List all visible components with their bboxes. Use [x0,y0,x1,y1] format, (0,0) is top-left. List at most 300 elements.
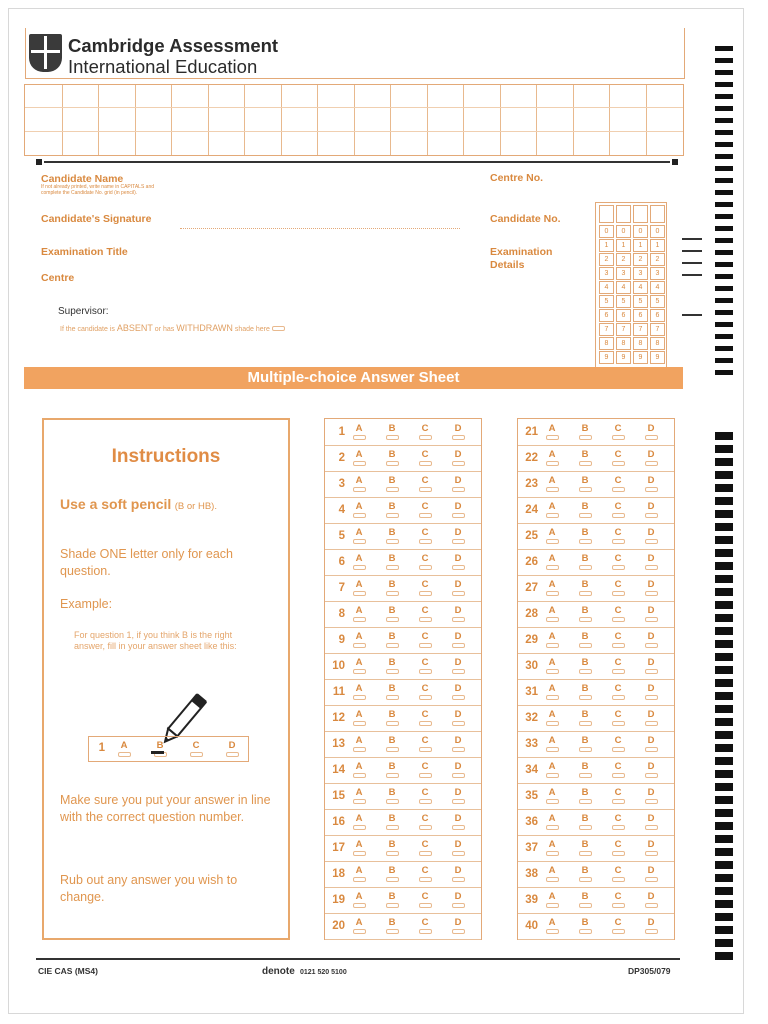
answer-option-d[interactable]: D [451,449,465,466]
question-number: 19 [332,894,345,906]
timing-mark [715,166,733,171]
timing-mark [715,861,733,869]
line-up-instruction: Make sure you put your answer in line with the correct question number. [60,793,271,824]
answer-option-c[interactable]: C [611,449,625,466]
answer-option-d[interactable]: D [644,423,658,440]
answer-option-b[interactable]: B [385,527,399,544]
answer-option-c[interactable]: C [611,527,625,544]
answer-option-d[interactable]: D [644,813,658,830]
candidate-number-digit[interactable]: 3 [616,267,631,280]
table-row [518,601,674,628]
timing-mark [715,298,733,303]
table-row [325,757,481,784]
answer-option-b[interactable]: B [578,865,592,882]
answer-option-a[interactable]: A [352,449,366,466]
answer-option-c[interactable]: C [418,475,432,492]
answer-option-c[interactable]: C [418,449,432,466]
answer-option-b[interactable]: B [578,891,592,908]
answer-option-a[interactable]: A [352,865,366,882]
answer-option-b[interactable]: B [385,449,399,466]
answer-option-a[interactable]: A [352,839,366,856]
answer-option-d[interactable]: D [451,501,465,518]
answer-option-d[interactable]: D [451,475,465,492]
grid-column-line [135,85,136,155]
answer-option-b[interactable]: B [578,423,592,440]
question-number: 9 [338,634,345,646]
answer-option-c[interactable]: C [418,839,432,856]
answer-option-a[interactable]: A [545,657,559,674]
answer-option-b[interactable]: B [578,475,592,492]
table-row [518,523,674,550]
divider-rule [44,161,670,163]
timing-mark [715,190,733,195]
candidate-number-digit[interactable]: 2 [633,253,648,266]
pencil-strong: Use a soft pencil [60,496,172,512]
candidate-number-digit[interactable]: 6 [633,309,648,322]
table-row [518,913,674,940]
table-row [518,627,674,654]
timing-mark [715,46,733,51]
candidate-number-digit[interactable]: 1 [650,239,665,252]
answer-option-c[interactable]: C [611,475,625,492]
candidate-number-digit[interactable]: 9 [599,351,614,364]
answer-option-d[interactable]: D [644,787,658,804]
org-name-line2: International Education [68,56,258,77]
answer-option-d[interactable]: D [451,865,465,882]
answer-option-c[interactable]: C [418,657,432,674]
answer-option-a[interactable]: A [352,683,366,700]
supervisor-note [60,323,286,333]
candidate-number-digit[interactable]: 0 [650,225,665,238]
table-row [325,679,481,706]
question-number: 13 [332,738,345,750]
answer-option-d[interactable]: D [451,813,465,830]
candidate-number-digit[interactable]: 1 [616,239,631,252]
candidate-number-digit[interactable]: 6 [616,309,631,322]
answer-option-c[interactable]: C [611,709,625,726]
answer-option-a[interactable]: A [545,761,559,778]
table-row [325,913,481,940]
candidate-number-grid[interactable] [595,202,667,369]
answer-option-d[interactable]: D [644,631,658,648]
answer-option-d[interactable]: D [451,527,465,544]
timing-mark [715,432,733,440]
answer-option-a[interactable]: A [545,631,559,648]
candidate-number-entry-cell[interactable] [650,205,665,223]
answer-option-c[interactable]: C [418,553,432,570]
answer-option-b[interactable]: B [578,787,592,804]
answer-option-c[interactable]: C [418,891,432,908]
table-row [518,809,674,836]
candidate-number-digit[interactable]: 6 [599,309,614,322]
rub-out-instruction: Rub out any answer you wish to change. [60,873,238,904]
answer-option-b[interactable]: B [385,709,399,726]
answer-option-d[interactable]: D [451,423,465,440]
candidate-number-entry-cell[interactable] [599,205,614,223]
answer-option-c[interactable]: C [418,917,432,934]
timing-mark [715,274,733,279]
org-name-line1: Cambridge Assessment [68,35,279,56]
answer-option-c[interactable]: C [418,865,432,882]
withdrawn-word: WITHDRAWN [176,323,233,333]
timing-mark [715,575,733,583]
timing-mark [715,82,733,87]
answer-option-c[interactable]: C [611,553,625,570]
answer-option-a[interactable]: A [352,553,366,570]
table-row [518,757,674,784]
answer-option-d[interactable]: D [451,553,465,570]
question-number: 28 [525,608,538,620]
answer-option-c[interactable]: C [611,605,625,622]
answer-option-b[interactable]: B [578,605,592,622]
answer-option-b[interactable]: B [385,501,399,518]
answer-option-c[interactable]: C [611,657,625,674]
candidate-number-digit[interactable]: 5 [599,295,614,308]
answer-option-d[interactable]: D [451,761,465,778]
answer-option-a[interactable]: A [545,839,559,856]
answer-option-b[interactable]: B [578,683,592,700]
crest-icon [29,34,62,72]
exam-title-label: Examination Title [41,246,128,258]
grid-column-line [244,85,245,155]
question-number: 3 [338,478,345,490]
timing-mark [715,358,733,363]
answer-option-b[interactable]: B [578,553,592,570]
answer-option-a[interactable]: A [545,579,559,596]
answer-option-c[interactable]: C [611,865,625,882]
answer-option-a[interactable]: A [545,735,559,752]
answer-option-a[interactable]: A [352,475,366,492]
candidate-number-digit[interactable]: 9 [616,351,631,364]
answer-option-d[interactable]: D [644,657,658,674]
answer-option-b[interactable]: B [385,579,399,596]
candidate-number-digit[interactable]: 3 [650,267,665,280]
answer-option-a[interactable]: A [352,735,366,752]
question-number: 35 [525,790,538,802]
answer-option-c[interactable]: C [611,787,625,804]
question-number: 2 [338,452,345,464]
timing-mark [715,627,733,635]
answer-option-c[interactable]: C [418,501,432,518]
answer-option-b[interactable]: B [385,917,399,934]
answer-option-d[interactable]: D [451,709,465,726]
answer-option-c[interactable]: C [611,423,625,440]
answer-option-c[interactable]: C [611,735,625,752]
answer-option-d[interactable]: D [451,579,465,596]
candidate-no-label: Candidate No. [490,213,561,225]
detail-tick-mark [682,314,702,316]
exam-details-label: Examination Details [490,246,553,271]
timing-mark [715,536,733,544]
candidate-number-digit[interactable]: 0 [599,225,614,238]
answer-option-a[interactable]: A [352,787,366,804]
table-row [325,835,481,862]
candidate-number-digit[interactable]: 2 [599,253,614,266]
absent-word: ABSENT [116,323,153,333]
candidate-number-digit[interactable]: 7 [650,323,665,336]
answer-option-d[interactable]: D [451,839,465,856]
answer-option-a[interactable]: A [545,605,559,622]
candidate-number-digit[interactable]: 8 [599,337,614,350]
answer-option-c[interactable]: C [418,423,432,440]
timing-mark [715,310,733,315]
candidate-number-digit[interactable]: 2 [650,253,665,266]
answer-option-b[interactable]: B [385,423,399,440]
answer-option-b[interactable]: B [578,761,592,778]
timing-mark [715,744,733,752]
question-number: 16 [332,816,345,828]
absent-shade-box[interactable] [272,325,286,331]
answer-option-b[interactable]: B [385,605,399,622]
answer-option-c[interactable]: C [418,683,432,700]
answer-option-c[interactable]: C [418,631,432,648]
grid-column-line [62,85,63,155]
answer-option-d[interactable]: D [644,865,658,882]
candidate-number-digit[interactable]: 4 [599,281,614,294]
candidate-number-digit[interactable]: 0 [616,225,631,238]
answer-option-b[interactable]: B [578,657,592,674]
answer-option-a[interactable]: A [545,501,559,518]
timing-mark [715,783,733,791]
answer-option-c[interactable]: C [418,605,432,622]
answer-option-c[interactable]: C [611,761,625,778]
answer-option-a[interactable]: A [352,579,366,596]
answer-option-a[interactable]: A [545,475,559,492]
answer-option-c[interactable]: C [418,527,432,544]
candidate-number-entry-cell[interactable] [633,205,648,223]
answer-option-a[interactable]: A [352,423,366,440]
answer-option-b[interactable]: B [578,735,592,752]
answer-option-b[interactable]: B [578,813,592,830]
answer-option-a[interactable]: A [545,787,559,804]
answer-option-b[interactable]: B [385,865,399,882]
answer-option-b[interactable]: B [578,839,592,856]
signature-line[interactable] [180,228,460,229]
candidate-number-digit[interactable]: 9 [633,351,648,364]
answer-option-c[interactable]: C [418,579,432,596]
answer-option-d[interactable]: D [451,683,465,700]
answer-option-d[interactable]: D [644,605,658,622]
timing-mark [715,70,733,75]
answer-option-a[interactable]: A [545,449,559,466]
candidate-number-digit[interactable]: 4 [633,281,648,294]
answer-option-b[interactable]: B [385,657,399,674]
candidate-number-digit[interactable]: 7 [599,323,614,336]
candidate-number-entry-cell[interactable] [616,205,631,223]
answer-option-b[interactable]: B [578,579,592,596]
answer-option-b[interactable]: B [385,891,399,908]
answer-option-a[interactable]: A [545,527,559,544]
table-row [325,809,481,836]
candidate-number-digit[interactable]: 5 [633,295,648,308]
candidate-number-digit[interactable]: 3 [633,267,648,280]
timing-mark [715,130,733,135]
answer-option-a[interactable]: A [545,683,559,700]
answer-option-d[interactable]: D [644,501,658,518]
timing-mark [715,679,733,687]
answer-option-b[interactable]: B [385,475,399,492]
answer-option-d[interactable]: D [644,683,658,700]
table-row [325,549,481,576]
question-number: 33 [525,738,538,750]
detail-tick-mark [682,262,702,264]
answer-option-a[interactable]: A [545,865,559,882]
candidate-number-digit[interactable]: 1 [599,239,614,252]
answer-option-b[interactable]: B [578,527,592,544]
candidate-number-digit[interactable]: 2 [616,253,631,266]
candidate-number-digit[interactable]: 5 [616,295,631,308]
timing-mark [715,118,733,123]
answer-option-a[interactable]: A [352,501,366,518]
timing-mark [715,835,733,843]
answer-option-c[interactable]: C [418,787,432,804]
answer-option-d[interactable]: D [644,579,658,596]
answer-option-b[interactable]: B [578,449,592,466]
answer-option-b[interactable]: B [385,761,399,778]
candidate-number-digit[interactable]: 7 [633,323,648,336]
answer-option-c[interactable]: C [611,579,625,596]
table-row [325,575,481,602]
answer-option-a[interactable]: A [545,917,559,934]
answer-option-a[interactable]: A [545,553,559,570]
answer-column-2 [517,418,675,940]
answer-option-a[interactable]: A [545,423,559,440]
answer-option-a[interactable]: A [352,527,366,544]
answer-option-b[interactable]: B [578,631,592,648]
table-row [518,783,674,810]
answer-option-c[interactable]: C [611,917,625,934]
candidate-number-digit[interactable]: 4 [616,281,631,294]
answer-option-d[interactable]: D [644,527,658,544]
answer-option-b[interactable]: B [385,839,399,856]
question-number: 18 [332,868,345,880]
answer-option-c[interactable]: C [611,839,625,856]
answer-option-b[interactable]: B [578,501,592,518]
answer-option-a[interactable]: A [545,891,559,908]
candidate-number-digit[interactable]: 8 [616,337,631,350]
answer-option-d[interactable]: D [644,917,658,934]
table-row [325,497,481,524]
example-option-b: B [153,740,167,757]
timing-mark [715,445,733,453]
answer-option-c[interactable]: C [418,709,432,726]
candidate-number-digit[interactable]: 8 [633,337,648,350]
answer-option-d[interactable]: D [644,553,658,570]
table-row [518,497,674,524]
table-row [518,575,674,602]
question-number: 25 [525,530,538,542]
answer-option-d[interactable]: D [644,891,658,908]
answer-option-c[interactable]: C [611,631,625,648]
answer-option-c[interactable]: C [418,761,432,778]
table-row [325,445,481,472]
answer-option-d[interactable]: D [451,605,465,622]
answer-option-d[interactable]: D [451,787,465,804]
answer-option-d[interactable]: D [644,735,658,752]
question-number: 11 [332,686,345,698]
answer-option-d[interactable]: D [644,475,658,492]
answer-option-d[interactable]: D [451,735,465,752]
answer-option-b[interactable]: B [578,709,592,726]
question-number: 34 [525,764,538,776]
question-number: 1 [338,426,345,438]
answer-option-a[interactable]: A [352,761,366,778]
answer-option-d[interactable]: D [451,891,465,908]
answer-option-b[interactable]: B [385,787,399,804]
name-entry-grid[interactable] [24,84,684,156]
candidate-name-note: If not already printed, write name in CAPITALS and complete the Candidate No. grid (in pencil). [41,184,155,196]
candidate-number-digit[interactable]: 5 [650,295,665,308]
answer-option-a[interactable]: A [352,631,366,648]
answer-option-b[interactable]: B [385,631,399,648]
answer-option-a[interactable]: A [352,657,366,674]
answer-option-d[interactable]: D [644,839,658,856]
timing-mark [715,142,733,147]
detail-tick-mark [682,238,702,240]
timing-mark [715,614,733,622]
answer-option-a[interactable]: A [352,709,366,726]
grid-column-line [427,85,428,155]
candidate-number-digit[interactable]: 6 [650,309,665,322]
answer-option-d[interactable]: D [451,631,465,648]
answer-option-a[interactable]: A [545,709,559,726]
answer-option-c[interactable]: C [418,735,432,752]
answer-option-a[interactable]: A [352,917,366,934]
answer-option-c[interactable]: C [418,813,432,830]
table-row [325,471,481,498]
table-row [518,679,674,706]
answer-option-b[interactable]: B [385,735,399,752]
grid-column-line [536,85,537,155]
answer-option-c[interactable]: C [611,891,625,908]
candidate-number-digit[interactable]: 4 [650,281,665,294]
answer-option-b[interactable]: B [385,683,399,700]
candidate-number-digit[interactable]: 7 [616,323,631,336]
timing-mark [715,718,733,726]
timing-mark [715,900,733,908]
answer-option-d[interactable]: D [644,449,658,466]
answer-option-d[interactable]: D [451,657,465,674]
answer-option-d[interactable]: D [644,709,658,726]
answer-option-d[interactable]: D [644,761,658,778]
answer-option-c[interactable]: C [611,813,625,830]
candidate-number-digit[interactable]: 3 [599,267,614,280]
question-number: 32 [525,712,538,724]
example-answer-row [88,736,249,762]
example-label: Example: [60,597,113,611]
answer-option-c[interactable]: C [611,501,625,518]
table-row [325,861,481,888]
answer-option-a[interactable]: A [352,891,366,908]
candidate-number-digit[interactable]: 8 [650,337,665,350]
answer-option-b[interactable]: B [385,553,399,570]
answer-option-c[interactable]: C [611,683,625,700]
answer-option-a[interactable]: A [352,605,366,622]
answer-option-a[interactable]: A [352,813,366,830]
answer-option-b[interactable]: B [578,917,592,934]
timing-mark [715,822,733,830]
answer-option-b[interactable]: B [385,813,399,830]
candidate-number-digit[interactable]: 0 [633,225,648,238]
candidate-number-digit[interactable]: 9 [650,351,665,364]
answer-option-d[interactable]: D [451,917,465,934]
grid-column-line [171,85,172,155]
answer-option-a[interactable]: A [545,813,559,830]
question-number: 39 [525,894,538,906]
question-number: 8 [338,608,345,620]
candidate-number-digit[interactable]: 1 [633,239,648,252]
timing-mark [715,809,733,817]
